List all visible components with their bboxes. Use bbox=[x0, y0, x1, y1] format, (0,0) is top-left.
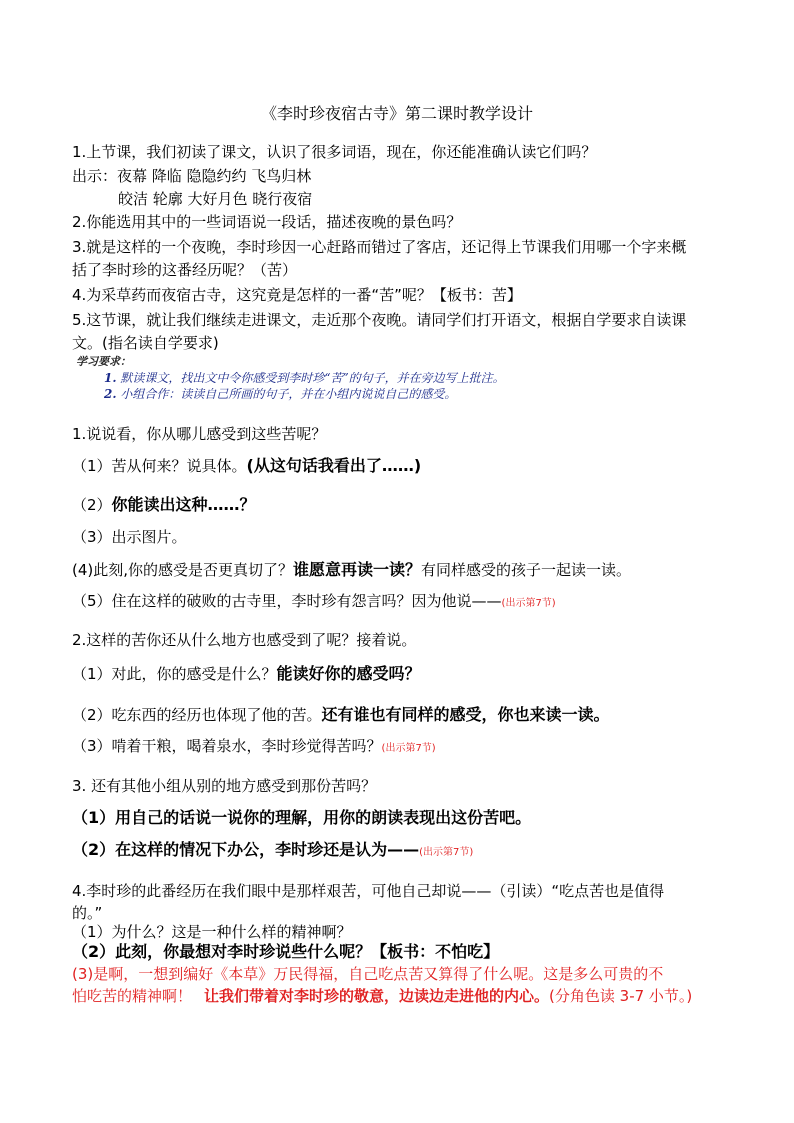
section-1-item-3: （3）出示图片。 bbox=[72, 528, 187, 546]
paragraph-1: 1.上节课，我们初读了课文，认识了很多词语，现在，你还能准确认读它们吗？ bbox=[72, 143, 597, 161]
requirement-2-text: 小组合作：读读自己所画的句子，并在小组内说说自己的感受。 bbox=[120, 387, 457, 401]
section-2-item-1-text: （1）对此，你的感受是什么？ bbox=[72, 665, 277, 683]
section-4-line-2: 的。” bbox=[72, 904, 103, 922]
section-1-heading: 1.说说看，你从哪儿感受到这些苦呢？ bbox=[72, 425, 327, 443]
section-3-item-2-bold: （2）在这样的情况下办公，李时珍还是认为—— bbox=[72, 840, 420, 859]
section-2-item-2-text: （2）吃东西的经历也体现了他的苦。 bbox=[72, 706, 322, 724]
paragraph-4: 4.为采草药而夜宿古寺，这究竟是怎样的一番“苦”呢？【板书：苦】 bbox=[72, 286, 522, 304]
paragraph-5-line-1: 5.这节课，就让我们继续走进课文，走近那个夜晚。请同学们打开语文，根据自学要求自读课 bbox=[72, 311, 687, 329]
section-3-heading: 3. 还有其他小组从别的地方感受到那份苦吗？ bbox=[72, 777, 377, 795]
section-2-item-3-text: （3）啃着干粮，喝着泉水，李时珍觉得苦吗？ bbox=[72, 737, 382, 755]
section-2-item-1-bold: 能读好你的感受吗？ bbox=[276, 664, 421, 683]
word-list-row-1: 出示：夜幕 降临 隐隐约约 飞鸟归林 bbox=[72, 167, 312, 185]
section-2-item-2 bbox=[72, 705, 610, 725]
page-title: 《李时珍夜宿古寺》第二课时教学设计 bbox=[260, 104, 533, 123]
section-2-item-3-note: (出示第7节) bbox=[381, 743, 436, 754]
section-3-item-2-note: (出示第7节) bbox=[419, 847, 474, 858]
section-4-line-1: 4.李时珍的此番经历在我们眼中是那样艰苦，可他自己却说——（引读）“吃点苦也是值得 bbox=[72, 882, 665, 900]
section-4-item-3-line-1: (3)是啊，一想到编好《本草》万民得福，自己吃点苦又算得了什么呢。这是多么可贵的不 bbox=[72, 965, 664, 983]
section-2-item-3 bbox=[72, 736, 436, 759]
section-1-item-4-bold: 谁愿意再读一读？ bbox=[293, 560, 422, 579]
section-4-item-3-text: 怕吃苦的精神啊！ bbox=[72, 987, 193, 1005]
section-1-item-2 bbox=[72, 495, 256, 515]
requirement-1-number: 1. bbox=[104, 371, 117, 385]
section-1-item-5-text: （5）住在这样的破败的古寺里，李时珍有怨言吗？因为他说—— bbox=[72, 592, 502, 610]
requirement-2 bbox=[104, 384, 456, 404]
section-4-item-2: （2）此刻，你最想对李时珍说些什么呢？【板书：不怕吃】 bbox=[72, 942, 500, 961]
section-2-item-2-bold: 还有谁也有同样的感受，你也来读一读。 bbox=[321, 705, 610, 724]
paragraph-5-line-2: 文。(指名读自学要求) bbox=[72, 334, 219, 352]
paragraph-3-line-1: 3.就是这样的一个夜晚，李时珍因一心赶路而错过了客店，还记得上节课我们用哪一个字来概 bbox=[72, 238, 687, 256]
section-1-item-4-tail: 有同样感受的孩子一起读一读。 bbox=[421, 561, 632, 579]
section-1-item-5-note: (出示第7节) bbox=[501, 598, 556, 609]
section-4-item-3-bold: 让我们带着对李时珍的敬意，边读边走进他的内心。 bbox=[204, 987, 550, 1005]
section-1-item-1 bbox=[72, 456, 421, 476]
section-1-item-2-bold: 你能读出这种……？ bbox=[111, 495, 256, 514]
section-1-item-1-text: （1）苦从何来？说具体。 bbox=[72, 457, 247, 475]
paragraph-3-line-2: 括了李时珍的这番经历呢？（苦） bbox=[72, 261, 298, 279]
section-1-item-2-number: （2） bbox=[72, 496, 112, 514]
section-1-item-5 bbox=[72, 591, 556, 614]
section-4-item-3-note: (分角色读 3-7 小节。) bbox=[549, 987, 693, 1005]
requirements-title: 学习要求： bbox=[76, 355, 131, 368]
section-4-item-3-line-2 bbox=[72, 986, 692, 1006]
section-1-item-1-bold: (从这句话我看出了……) bbox=[246, 456, 422, 475]
section-3-item-2 bbox=[72, 840, 473, 863]
word-list-row-2: 皎洁 轮廓 大好月色 晓行夜宿 bbox=[118, 190, 313, 208]
paragraph-2: 2.你能选用其中的一些词语说一段话，描述夜晚的景色吗？ bbox=[72, 213, 462, 231]
section-3-item-1: （1）用自己的话说一说你的理解，用你的朗读表现出这份苦吧。 bbox=[72, 808, 532, 827]
section-4-item-1: （1）为什么？这是一种什么样的精神啊？ bbox=[72, 923, 352, 941]
section-2-heading: 2.这样的苦你还从什么地方也感受到了呢？接着说。 bbox=[72, 631, 417, 649]
section-1-item-4 bbox=[72, 560, 631, 580]
requirement-2-number: 2. bbox=[104, 387, 117, 401]
requirement-1-text: 默读课文，找出文中令你感受到李时珍“苦”的句子，并在旁边写上批注。 bbox=[120, 371, 505, 385]
section-1-item-4-text: (4)此刻,你的感受是否更真切了？ bbox=[72, 561, 294, 579]
section-2-item-1 bbox=[72, 664, 421, 684]
